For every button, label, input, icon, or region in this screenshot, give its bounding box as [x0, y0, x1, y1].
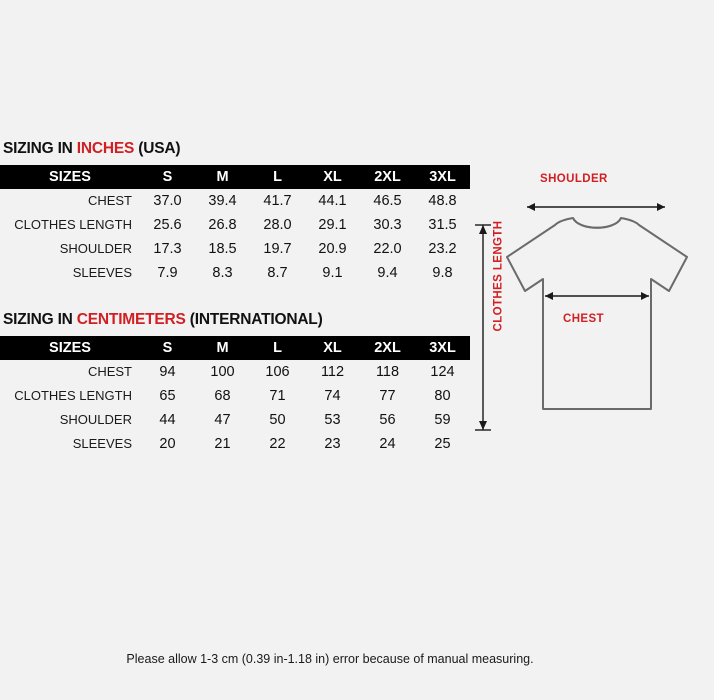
cell-value: 9.4 [377, 265, 398, 281]
cell-value: 30.3 [373, 217, 402, 233]
tshirt-diagram [455, 165, 710, 455]
cell-value: 23.2 [428, 241, 457, 257]
cell-value: 21 [214, 436, 231, 452]
clothes-length-arrow-bottom-head [479, 421, 487, 430]
cell-value: 118 [375, 364, 400, 380]
cell-value: 8.3 [212, 265, 233, 281]
cell-value: 8.7 [267, 265, 288, 281]
cell-value: 44 [159, 412, 176, 428]
column-header-s: S [162, 169, 173, 185]
cm-title-accent: CENTIMETERS [76, 311, 186, 328]
cell-value: 29.1 [318, 217, 347, 233]
table-row [0, 360, 470, 384]
centimeters-size-table [0, 336, 470, 456]
cell-value: 25.6 [153, 217, 182, 233]
cell-value: 9.1 [322, 265, 343, 281]
row-label: CHEST [87, 193, 132, 208]
row-label: SHOULDER [59, 412, 132, 427]
chest-arrow-right-head [641, 292, 649, 300]
column-header-2xl: 2XL [374, 340, 401, 356]
table-header-row [0, 336, 470, 360]
cell-value: 106 [265, 364, 290, 380]
column-header-3xl: 3XL [429, 169, 456, 185]
table-row [0, 213, 470, 237]
cell-value: 56 [379, 412, 396, 428]
cell-value: 20 [159, 436, 176, 452]
row-label: CHEST [87, 364, 132, 379]
cell-value: 124 [430, 364, 455, 380]
inches-title-suffix: (USA) [134, 140, 181, 157]
column-header-2xl: 2XL [374, 169, 401, 185]
chest-dimension-label: CHEST [563, 313, 604, 325]
table-row [0, 384, 470, 408]
cell-value: 24 [379, 436, 396, 452]
column-header-sizes: SIZES [49, 169, 91, 185]
cell-value: 20.9 [318, 241, 347, 257]
column-header-m: M [216, 340, 229, 356]
row-label: SLEEVES [72, 436, 132, 451]
tshirt-collar-path [573, 218, 621, 228]
column-header-sizes: SIZES [49, 340, 91, 356]
table-header-row [0, 165, 470, 189]
table-row [0, 189, 470, 213]
cell-value: 39.4 [208, 193, 237, 209]
cell-value: 50 [269, 412, 286, 428]
cell-value: 22.0 [373, 241, 402, 257]
column-header-s: S [162, 340, 173, 356]
cell-value: 112 [320, 364, 345, 380]
inches-size-table [0, 165, 470, 285]
shoulder-arrow-right-head [657, 203, 665, 211]
column-header-m: M [216, 169, 229, 185]
cell-value: 59 [434, 412, 451, 428]
inches-title-prefix: SIZING IN [3, 140, 77, 157]
column-header-l: L [273, 340, 282, 356]
cell-value: 9.8 [432, 265, 453, 281]
row-label: CLOTHES LENGTH [14, 388, 132, 403]
cm-title-suffix: (INTERNATIONAL) [185, 311, 323, 328]
table-row [0, 408, 470, 432]
measurement-disclaimer: Please allow 1-3 cm (0.39 in-1.18 in) error because of manual measuring. [126, 652, 534, 666]
size-tables [0, 140, 534, 666]
table-row [0, 261, 470, 285]
table-row [0, 432, 470, 456]
row-label: CLOTHES LENGTH [14, 217, 132, 232]
cell-value: 94 [159, 364, 176, 380]
row-label: SLEEVES [72, 265, 132, 280]
cell-value: 65 [159, 388, 176, 404]
cell-value: 22 [269, 436, 286, 452]
inches-section-title [3, 140, 470, 158]
cell-value: 74 [324, 388, 341, 404]
cell-value: 28.0 [263, 217, 292, 233]
cell-value: 37.0 [153, 193, 182, 209]
cell-value: 46.5 [373, 193, 402, 209]
centimeters-section-title [3, 311, 470, 329]
cell-value: 26.8 [208, 217, 237, 233]
shoulder-dimension-label: SHOULDER [540, 173, 608, 185]
cell-value: 25 [434, 436, 451, 452]
column-header-xl: XL [323, 169, 342, 185]
clothes-length-dimension-label: CLOTHES LENGTH [492, 220, 505, 332]
cell-value: 68 [214, 388, 231, 404]
chest-arrow-left-head [545, 292, 553, 300]
cell-value: 77 [379, 388, 396, 404]
cell-value: 47 [214, 412, 231, 428]
column-header-l: L [273, 169, 282, 185]
cell-value: 100 [210, 364, 235, 380]
table-row [0, 237, 470, 261]
inches-title-accent: INCHES [76, 140, 135, 157]
cell-value: 80 [434, 388, 451, 404]
cell-value: 19.7 [263, 241, 292, 257]
row-label: SHOULDER [59, 241, 132, 256]
cell-value: 71 [269, 388, 286, 404]
clothes-length-measure-arrow [475, 225, 491, 430]
cell-value: 41.7 [263, 193, 292, 209]
cell-value: 23 [324, 436, 341, 452]
cell-value: 31.5 [428, 217, 457, 233]
cell-value: 53 [324, 412, 341, 428]
clothes-length-arrow-top-head [479, 225, 487, 234]
cell-value: 17.3 [153, 241, 182, 257]
cell-value: 48.8 [428, 193, 457, 209]
cell-value: 18.5 [208, 241, 237, 257]
section-spacer [0, 285, 470, 311]
shoulder-arrow-left-head [527, 203, 535, 211]
cell-value: 44.1 [318, 193, 347, 209]
column-header-xl: XL [323, 340, 342, 356]
cell-value: 7.9 [157, 265, 178, 281]
cm-title-prefix: SIZING IN [3, 311, 77, 328]
column-header-3xl: 3XL [429, 340, 456, 356]
